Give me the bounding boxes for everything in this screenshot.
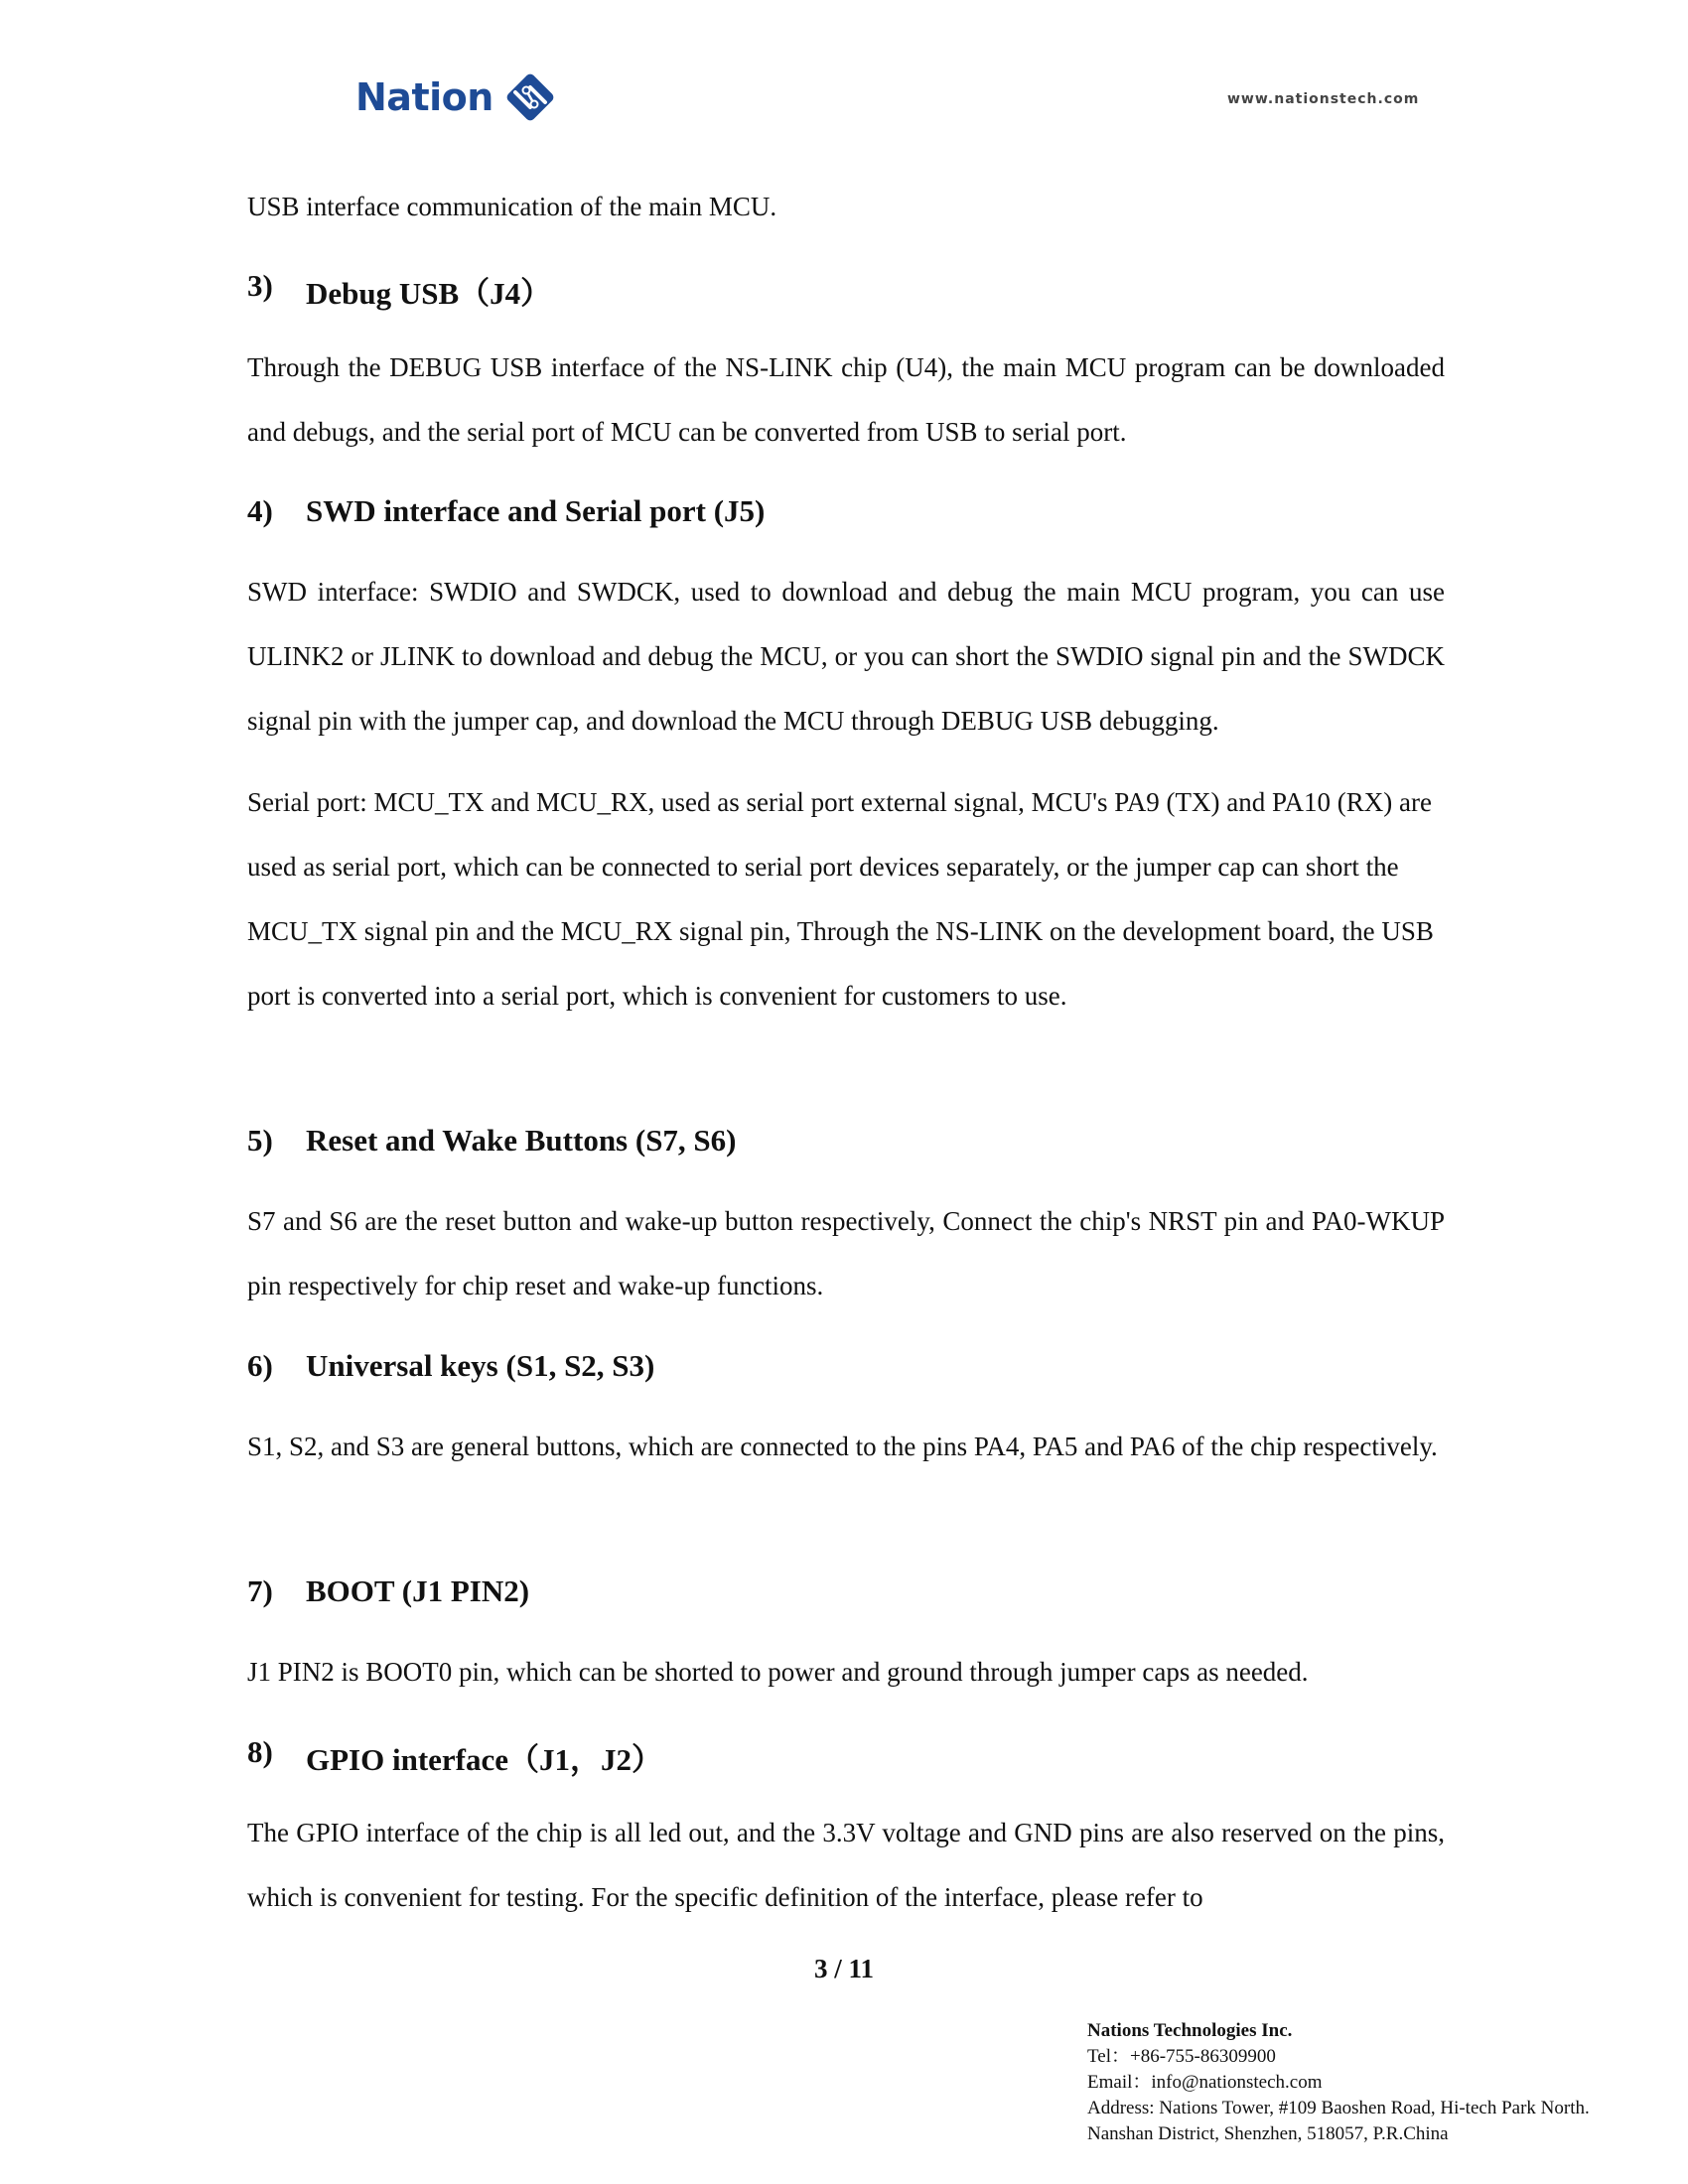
website-url[interactable]: www.nationstech.com bbox=[1227, 91, 1420, 107]
footer-company: Nations Technologies Inc. bbox=[1087, 2020, 1293, 2041]
section-number: 7) bbox=[247, 1573, 273, 1608]
footer-address-line2: Nanshan District, Shenzhen, 518057, P.R.China bbox=[1087, 2123, 1449, 2144]
section-heading-boot bbox=[247, 1573, 529, 1609]
section-title: BOOT (J1 PIN2) bbox=[306, 1573, 530, 1608]
page-number: 3 / 11 bbox=[813, 1954, 874, 1983]
paragraph-reset-wake: S7 and S6 are the reset button and wake-up button respectively, Connect the chip's NRST pin and PA0-WKUP pin respectively for chip reset and wake-up functions. bbox=[247, 1206, 1445, 1300]
paragraph-serial-port: Serial port: MCU_TX and MCU_RX, used as serial port external signal, MCU's PA9 (TX) and PA10 (RX) are used as serial port, which can be connected to serial port devices separately, or the jumper cap can short the MCU_TX signal pin and the MCU_RX signal pin, Through the NS-LINK on the development board, the USB port is converted into a serial port, which is convenient for customers to use. bbox=[247, 787, 1434, 1011]
section-title: Reset and Wake Buttons (S7, S6) bbox=[306, 1123, 737, 1158]
logo-wordmark: Nation bbox=[355, 75, 493, 119]
section-number: 6) bbox=[247, 1348, 273, 1383]
nations-logo-mark-icon bbox=[503, 70, 557, 124]
footer-email[interactable]: Email：info@nationstech.com bbox=[1087, 2072, 1323, 2093]
paragraph-boot: J1 PIN2 is BOOT0 pin, which can be shorted to power and ground through jumper caps as needed. bbox=[247, 1657, 1309, 1687]
section-number: 4) bbox=[247, 493, 273, 528]
paragraph-swd-interface: SWD interface: SWDIO and SWDCK, used to download and debug the main MCU program, you can use ULINK2 or JLINK to download and debug the MCU, or you can short the SWDIO signal pin and the SWDCK signal pin with the jumper cap, and download the MCU through DEBUG USB debugging. bbox=[247, 577, 1445, 736]
section-heading-reset-wake bbox=[247, 1123, 737, 1159]
section-title: SWD interface and Serial port (J5) bbox=[306, 493, 766, 528]
section-heading-universal-keys bbox=[247, 1348, 654, 1384]
section-title: Universal keys (S1, S2, S3) bbox=[306, 1348, 655, 1383]
company-footer bbox=[1087, 2018, 1590, 2147]
section-title: Debug USB（J4） bbox=[306, 276, 552, 311]
section-number: 3) bbox=[247, 268, 273, 303]
section-heading-swd-serial bbox=[247, 493, 765, 529]
paragraph-gpio: The GPIO interface of the chip is all led out, and the 3.3V voltage and GND pins are also reserved on the pins, which is convenient for testing. For the specific definition of the interface, please refer to bbox=[247, 1818, 1445, 1912]
section-heading-gpio bbox=[247, 1734, 662, 1779]
footer-address-line1: Address: Nations Tower, #109 Baoshen Road, Hi-tech Park North. bbox=[1087, 2098, 1590, 2118]
section-number: 5) bbox=[247, 1123, 273, 1158]
section-number: 8) bbox=[247, 1734, 273, 1769]
section-heading-debug-usb bbox=[247, 268, 551, 313]
nations-logo bbox=[355, 68, 557, 127]
paragraph-universal-keys: S1, S2, and S3 are general buttons, which are connected to the pins PA4, PA5 and PA6 of the chip respectively. bbox=[247, 1432, 1438, 1461]
section-title: GPIO interface（J1，J2） bbox=[306, 1742, 663, 1777]
footer-tel: Tel：+86-755-86309900 bbox=[1087, 2046, 1276, 2067]
intro-line: USB interface communication of the main MCU. bbox=[247, 192, 777, 221]
paragraph-debug-usb: Through the DEBUG USB interface of the NS-LINK chip (U4), the main MCU program can be downloaded and debugs, and the serial port of MCU can be converted from USB to serial port. bbox=[247, 352, 1445, 447]
